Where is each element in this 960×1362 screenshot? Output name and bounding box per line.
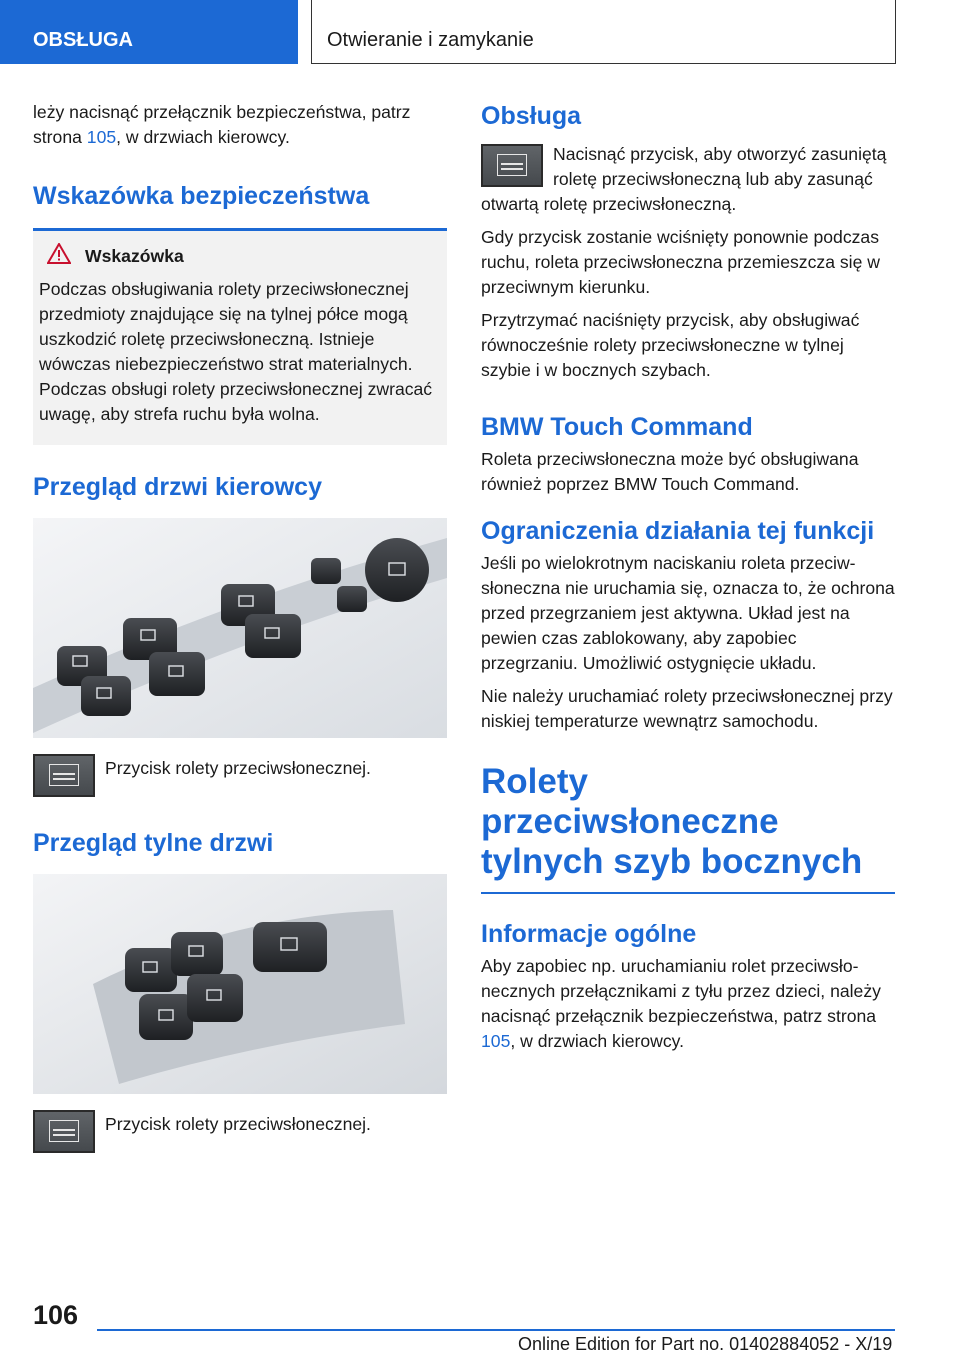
touch-command-heading: BMW Touch Command bbox=[481, 413, 753, 441]
section-tab bbox=[0, 0, 298, 64]
limits-heading: Ograniczenia działania tej funkcji bbox=[481, 517, 875, 545]
general-info-heading: Informacje ogólne bbox=[481, 919, 697, 948]
warning-header bbox=[39, 243, 441, 269]
rear-caption-row bbox=[33, 1110, 447, 1153]
sunblind-button-icon bbox=[33, 1110, 95, 1153]
safety-heading: Wskazówka bezpieczeństwa bbox=[33, 182, 370, 210]
rear-caption: Przycisk rolety przeciwsłonecznej. bbox=[105, 1114, 371, 1134]
edition-note: Online Edition for Part no. 01402884052 - X/19 bbox=[518, 1334, 893, 1354]
page-number: 106 bbox=[33, 1300, 79, 1330]
operation-block bbox=[481, 142, 895, 217]
page-link[interactable]: 105 bbox=[86, 127, 117, 147]
rear-door-switches-photo bbox=[33, 874, 447, 1094]
driver-caption: Przycisk rolety przeciwsłonecznej. bbox=[105, 758, 371, 778]
chapter-title: Otwieranie i zamykanie bbox=[327, 29, 534, 51]
warning-box bbox=[33, 231, 447, 445]
right-column bbox=[481, 100, 895, 1054]
operation-heading: Obsługa bbox=[481, 102, 582, 130]
driver-door-heading: Przegląd drzwi kierowcy bbox=[33, 473, 322, 501]
operation-paragraph-2: Gdy przycisk zostanie wciśnięty ponownie podczas ruchu, roleta przeciwsłoneczna przemieszcza się w przeciwnym kierunku. bbox=[481, 227, 880, 297]
warning-text: Podczas obsługiwania rolety przeciwsłonecznej przedmioty znajdujące się na tylnej półce mogą uszkodzić roletę przeciwsłoneczną. Istnieje wówczas niebezpieczeństwo strat materialnych. Podczas obsługi rolety przeciwsłonecznej zwracać uwagę, aby strefa ruchu była wolna. bbox=[39, 279, 433, 424]
warning-title: Wskazówka bbox=[85, 245, 184, 266]
operation-paragraph-3: Przytrzymać naciśnięty przycisk, aby obsługiwać równocześnie rolety przeciwsłoneczne w tylnej szybie i w bocznych szybach. bbox=[481, 310, 860, 380]
sunblind-button-icon bbox=[481, 144, 543, 187]
warning-triangle-icon bbox=[47, 243, 71, 269]
touch-command-text: Roleta przeciwsłoneczna może być obsługiwana również poprzez BMW Touch Command. bbox=[481, 449, 859, 494]
heading-rule bbox=[481, 892, 895, 894]
driver-door-switches-photo bbox=[33, 518, 447, 738]
rear-door-heading: Przegląd tylne drzwi bbox=[33, 829, 274, 857]
limits-paragraph-2: Nie należy uruchamiać rolety przeciwsłonecznej przy niskiej temperaturze wewnątrz samochodu. bbox=[481, 686, 893, 731]
intro-paragraph: leży nacisnąć przełącznik bezpieczeństwa, patrz strona 105, w drzwiach kierowcy. bbox=[33, 102, 411, 147]
footer-rule bbox=[97, 1329, 895, 1331]
general-info-paragraph: Aby zapobiec np. uruchamianiu rolet przeciwsłonecznych przełącznikami z tyłu przez dzieci, należy nacisnąć przełącznik bezpieczeństwa, patrz strona 105, w drzwiach kierowcy. bbox=[481, 955, 881, 1051]
sunblind-button-icon bbox=[33, 754, 95, 797]
section-title: OBSŁUGA bbox=[33, 29, 133, 51]
operation-paragraph-1: Nacisnąć przycisk, aby otworzyć zasuniętą roletę przeciwsłoneczną lub aby zasunąć otwartą roletę przeciwsłoneczną. bbox=[481, 144, 887, 214]
left-column bbox=[33, 100, 447, 1153]
driver-caption-row bbox=[33, 754, 447, 797]
page-link[interactable]: 105 bbox=[481, 1030, 511, 1051]
limits-paragraph-1: Jeśli po wielokrotnym naciskaniu roleta przeciwsłoneczna nie uruchamia się, oznacza to, że ochrona przed przegrzaniem jest aktywna. Układ jest na pewien czas zablokowany, aby zapobiec przegrzaniu. Umożliwić ostygnięcie układu. bbox=[481, 553, 895, 673]
chapter-header bbox=[311, 0, 896, 64]
rear-blinds-heading: Rolety przeciwsłoneczne tylnych szyb bocznych bbox=[481, 762, 863, 881]
